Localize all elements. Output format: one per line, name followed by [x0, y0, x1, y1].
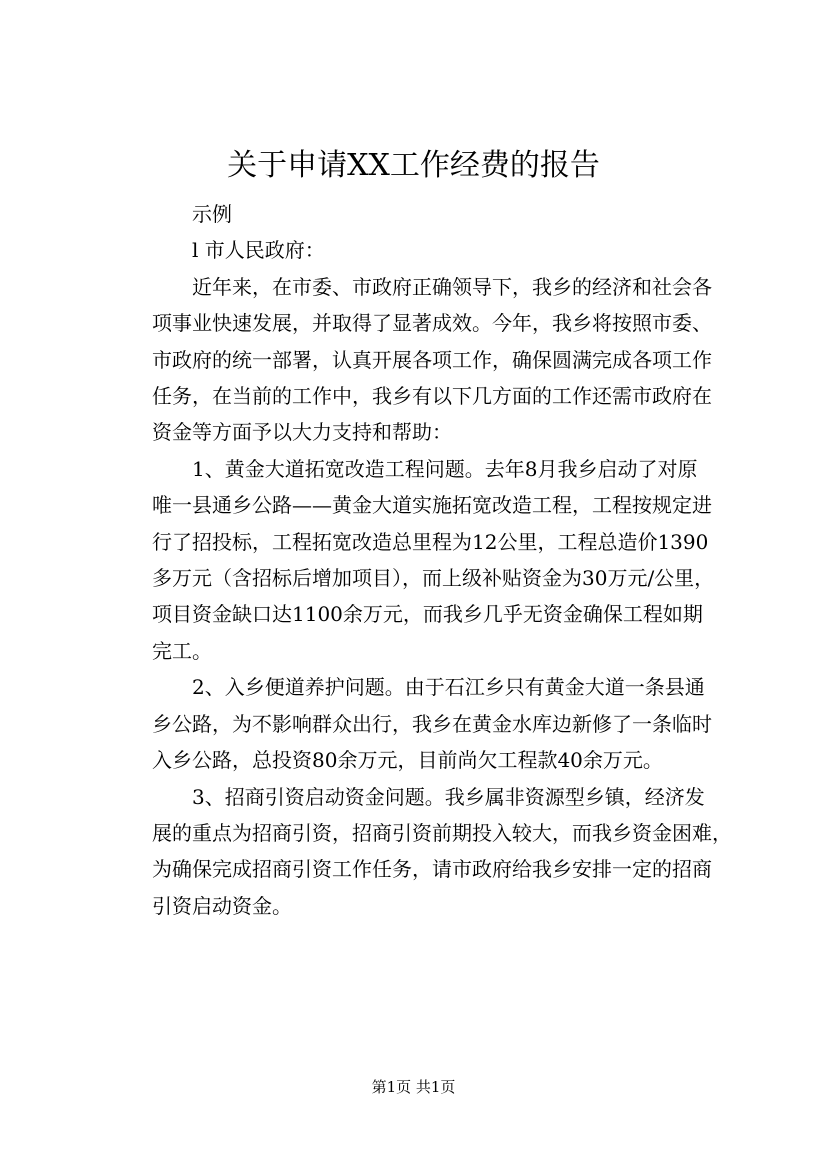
text-line: 乡公路，为不影响群众出行，我乡在黄金水库边新修了一条临时 — [152, 711, 712, 736]
text-line: 完工。 — [152, 638, 212, 663]
text-line: 示例 — [192, 202, 232, 226]
text-line: 项目资金缺口达1100余万元，而我乡几乎无资金确保工程如期 — [152, 602, 703, 627]
text-line: 任务，在当前的工作中，我乡有以下几方面的工作还需市政府在 — [152, 384, 712, 409]
page-number-footer: 第1页 共1页 — [371, 1078, 456, 1096]
text-line: 唯一县通乡公路——黄金大道实施拓宽改造工程，工程按规定进 — [152, 493, 712, 518]
text-line: 入乡公路，总投资80余万元，目前尚欠工程款40余万元。 — [152, 748, 663, 773]
document-body — [112, 196, 732, 924]
text-line: 2、入乡便道养护问题。由于石江乡只有黄金大道一条县通 — [192, 675, 705, 700]
text-line: 行了招投标，工程拓宽改造总里程为12公里，工程总造价1390 — [152, 529, 709, 554]
text-line: l 市人民政府： — [192, 238, 325, 263]
paragraph-item-1 — [112, 451, 722, 669]
text-line: 展的重点为招商引资，招商引资前期投入较大，而我乡资金困难， — [152, 820, 732, 845]
text-line: 项事业快速发展，并取得了显著成效。今年，我乡将按照市委、 — [152, 311, 712, 336]
text-line: 3、招商引资启动资金问题。我乡属非资源型乡镇，经济发 — [192, 784, 705, 809]
document-title: 关于申请XX工作经费的报告 — [227, 148, 600, 183]
paragraph-example — [112, 196, 722, 232]
paragraph-salutation — [112, 232, 722, 268]
text-line: 引资启动资金。 — [152, 893, 292, 918]
text-line: 市政府的统一部署，认真开展各项工作，确保圆满完成各项工作 — [152, 347, 712, 372]
text-line: 为确保完成招商引资工作任务，请市政府给我乡安排一定的招商 — [152, 857, 712, 882]
text-line: 近年来，在市委、市政府正确领导下，我乡的经济和社会各 — [192, 274, 712, 299]
text-line: 1、黄金大道拓宽改造工程问题。去年8月我乡启动了对原 — [192, 456, 698, 481]
paragraph-intro — [112, 269, 722, 451]
paragraph-item-3 — [112, 779, 732, 925]
paragraph-item-2 — [112, 669, 722, 778]
text-line: 资金等方面予以大力支持和帮助： — [152, 420, 452, 445]
text-line: 多万元（含招标后增加项目），而上级补贴资金为30万元/公里， — [152, 566, 715, 591]
